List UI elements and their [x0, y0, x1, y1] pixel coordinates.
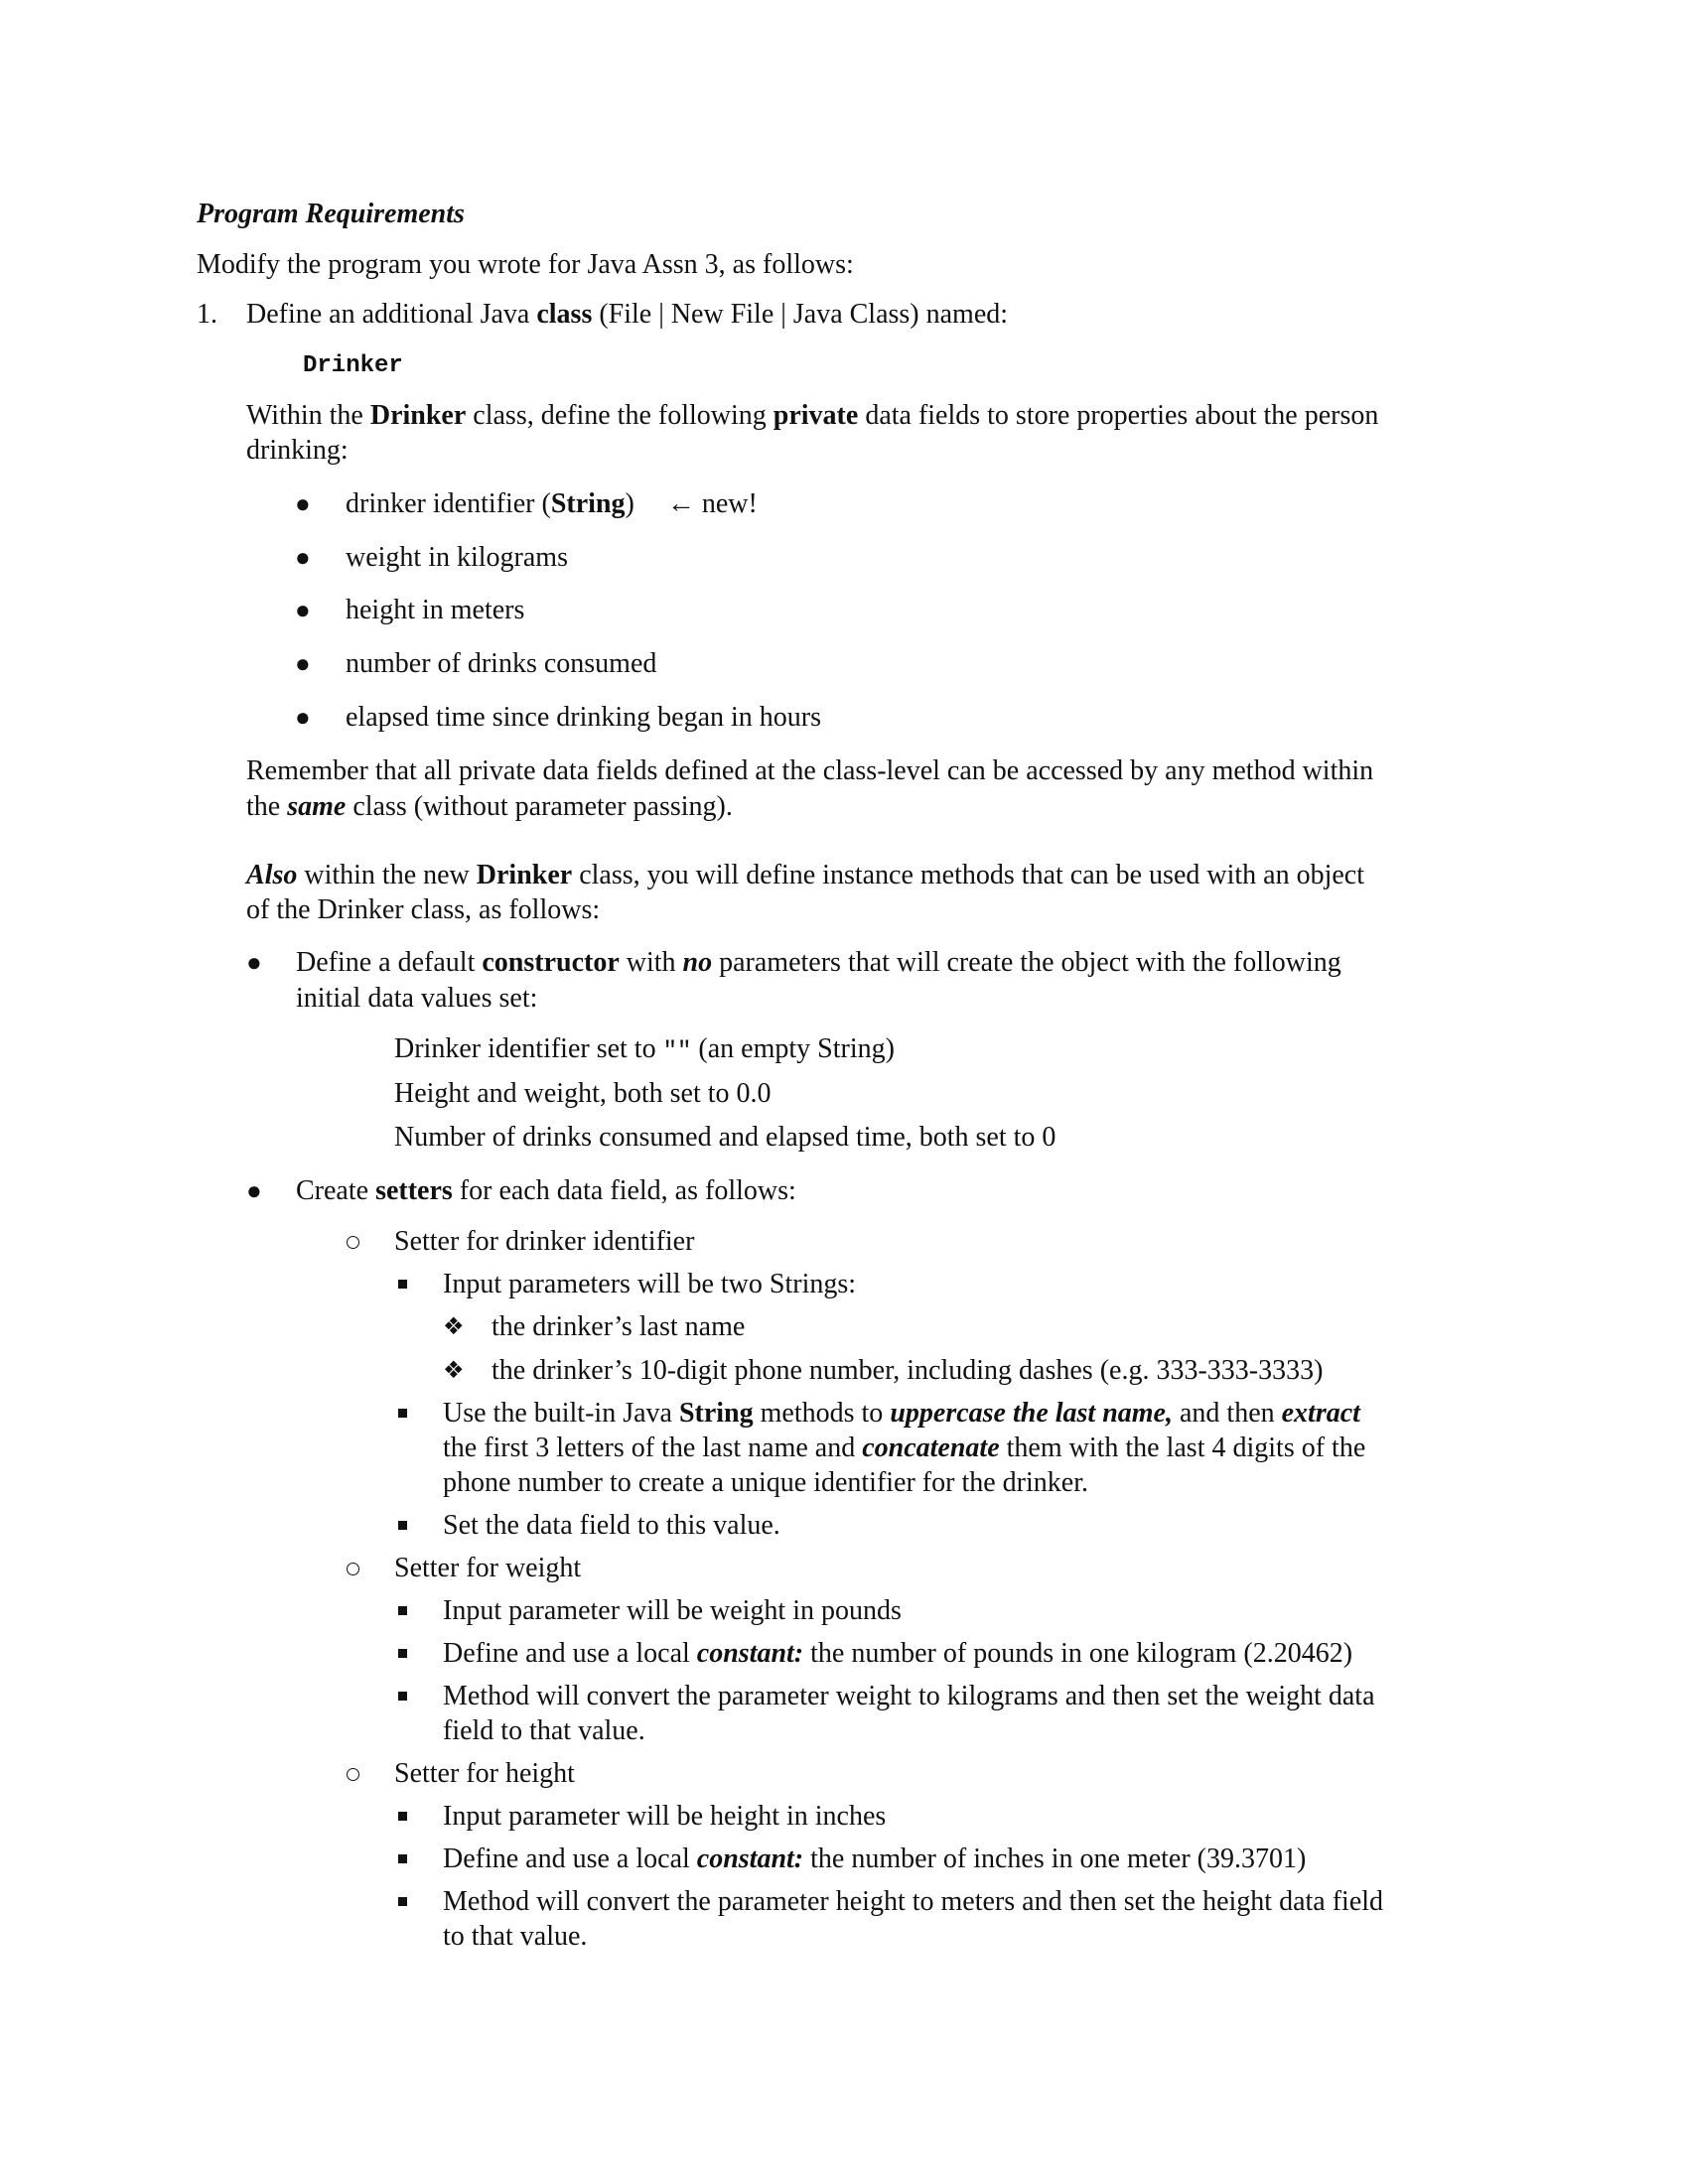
empty-string-code: ""	[662, 1038, 692, 1065]
bullet-icon: ●	[295, 543, 311, 572]
section-title	[197, 197, 465, 231]
remember-line2	[246, 789, 733, 824]
constructor-em: no	[682, 947, 713, 978]
left-arrow-icon: ←	[666, 488, 695, 519]
step1-pre: Define an additional Java	[246, 299, 537, 330]
setter-height-method-line1: Method will convert the parameter height to meters and then set the height data field	[443, 1886, 1384, 1917]
constructor-line2: initial data values set:	[296, 983, 538, 1014]
setter-height-title: Setter for height	[394, 1758, 575, 1789]
field1-pre: drinker identifier (	[346, 488, 551, 519]
within-t1: Within the	[246, 400, 370, 431]
weight-c-em: constant:	[696, 1638, 804, 1669]
setter-identifier-use-line1	[443, 1396, 1360, 1431]
section-title-text: Program Requirements	[197, 199, 465, 229]
step-number: 1.	[197, 299, 217, 330]
within-t2: class, define the following	[466, 400, 774, 431]
field-item-elapsed: elapsed time since drinking began in hours	[346, 702, 821, 733]
circle-bullet-icon	[347, 1236, 359, 1249]
remember-post: class (without parameter passing).	[346, 791, 733, 822]
height-c-post: the number of inches in one meter (39.3701)	[803, 1843, 1307, 1874]
setter-height-method-line2: to that value.	[443, 1921, 588, 1952]
diamond-bullet-icon: ❖	[443, 1356, 465, 1384]
also-line1	[246, 858, 1364, 892]
bullet-icon: ●	[295, 703, 311, 732]
setter-identifier-d1: the drinker’s last name	[492, 1311, 746, 1342]
remember-em: same	[287, 791, 347, 822]
field1-post: )	[625, 488, 634, 519]
setter-height-input: Input parameter will be height in inches	[443, 1801, 887, 1832]
constructor-v1-post: (an empty String)	[691, 1033, 895, 1064]
class-name-code: Drinker	[303, 352, 403, 379]
setters-t1: Create	[296, 1175, 376, 1206]
constructor-b1: constructor	[482, 947, 620, 978]
use-e1: uppercase the last name,	[890, 1398, 1173, 1429]
remember-pre: the	[246, 791, 288, 822]
setter-weight-title: Setter for weight	[394, 1553, 582, 1583]
circle-bullet-icon	[347, 1768, 359, 1781]
square-bullet-icon	[398, 1854, 407, 1863]
setter-height-constant	[443, 1842, 1306, 1876]
setter-identifier-title: Setter for drinker identifier	[394, 1226, 695, 1257]
remember-line1: Remember that all private data fields defined at the class-level can be accessed by any method within	[246, 755, 1374, 786]
constructor-v1-pre: Drinker identifier set to	[394, 1033, 663, 1064]
constructor-value-drinks-time: Number of drinks consumed and elapsed time, both set to 0	[394, 1122, 1056, 1153]
setter-weight-constant	[443, 1636, 1352, 1671]
bullet-icon: ●	[295, 489, 311, 518]
field-item-weight: weight in kilograms	[346, 542, 568, 573]
use-l2-t2: them with the last 4 digits of the	[999, 1433, 1366, 1463]
use-t2: methods to	[753, 1398, 891, 1429]
within-line1	[246, 398, 1378, 433]
setters-line	[296, 1173, 796, 1208]
also-b1: Drinker	[476, 860, 573, 890]
bullet-icon: ●	[246, 948, 262, 977]
square-bullet-icon	[398, 1692, 407, 1701]
step1-bold: class	[536, 299, 593, 330]
setters-t2: for each data field, as follows:	[452, 1175, 796, 1206]
setter-identifier-d2: the drinker’s 10-digit phone number, including dashes (e.g. 333-333-3333)	[492, 1355, 1324, 1386]
square-bullet-icon	[398, 1521, 407, 1530]
setter-identifier-use-line2	[443, 1431, 1365, 1465]
diamond-bullet-icon: ❖	[443, 1312, 465, 1340]
square-bullet-icon	[398, 1812, 407, 1821]
setter-identifier-use-line3: phone number to create a unique identifier for the drinker.	[443, 1467, 1088, 1498]
field1-note: new!	[701, 488, 758, 519]
square-bullet-icon	[398, 1606, 407, 1615]
within-line2: drinking:	[246, 435, 349, 466]
constructor-t2: with	[619, 947, 683, 978]
constructor-line1	[296, 945, 1341, 980]
within-t3: data fields to store properties about the person	[858, 400, 1379, 431]
setter-identifier-input: Input parameters will be two Strings:	[443, 1269, 857, 1299]
setter-identifier-set: Set the data field to this value.	[443, 1510, 780, 1541]
also-line2: of the Drinker class, as follows:	[246, 894, 601, 925]
use-l2-t1: the first 3 letters of the last name and	[443, 1433, 863, 1463]
square-bullet-icon	[398, 1897, 407, 1906]
field-item-height: height in meters	[346, 595, 525, 625]
within-b1: Drinker	[369, 400, 467, 431]
weight-c-post: the number of pounds in one kilogram (2.20462)	[803, 1638, 1353, 1669]
field1-bold: String	[550, 488, 626, 519]
height-c-em: constant:	[696, 1843, 804, 1874]
bullet-icon: ●	[295, 649, 311, 678]
setter-weight-input: Input parameter will be weight in pounds	[443, 1595, 902, 1626]
square-bullet-icon	[398, 1649, 407, 1658]
constructor-value-identifier	[394, 1031, 895, 1069]
constructor-value-height-weight: Height and weight, both set to 0.0	[394, 1078, 772, 1109]
use-e2: extract	[1281, 1398, 1360, 1429]
use-t3: and then	[1172, 1398, 1282, 1429]
use-b1: String	[678, 1398, 754, 1429]
step1-text	[246, 297, 1008, 332]
square-bullet-icon	[398, 1280, 407, 1289]
field-item-drinks: number of drinks consumed	[346, 648, 657, 679]
use-l2-e1: concatenate	[862, 1433, 1000, 1463]
bullet-icon: ●	[246, 1176, 262, 1205]
bullet-icon: ●	[295, 596, 311, 624]
use-t1: Use the built-in Java	[443, 1398, 679, 1429]
also-t2: class, you will define instance methods that can be used with an object	[572, 860, 1364, 890]
setter-weight-method-line2: field to that value.	[443, 1715, 645, 1746]
constructor-t1: Define a default	[296, 947, 483, 978]
setters-b1: setters	[375, 1175, 453, 1206]
within-b2: private	[773, 400, 859, 431]
height-c-pre: Define and use a local	[443, 1843, 697, 1874]
constructor-t3: parameters that will create the object with the following	[712, 947, 1341, 978]
also-em: Also	[246, 860, 298, 890]
circle-bullet-icon	[347, 1563, 359, 1575]
setter-weight-method-line1: Method will convert the parameter weight to kilograms and then set the weight data	[443, 1681, 1375, 1711]
square-bullet-icon	[398, 1409, 407, 1418]
intro-text: Modify the program you wrote for Java Assn 3, as follows:	[197, 249, 854, 280]
field-item-identifier	[346, 486, 758, 521]
weight-c-pre: Define and use a local	[443, 1638, 697, 1669]
step1-post: (File | New File | Java Class) named:	[592, 299, 1009, 330]
also-t1: within the new	[297, 860, 477, 890]
